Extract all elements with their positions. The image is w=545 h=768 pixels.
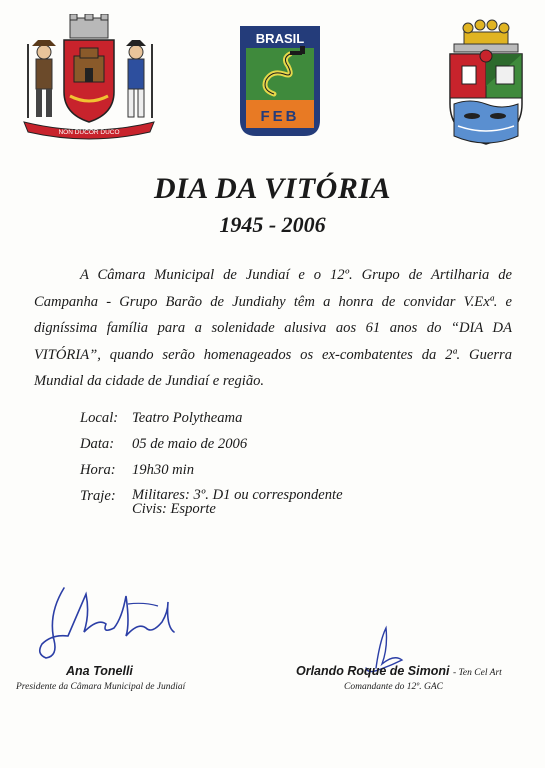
detail-row-time	[80, 462, 500, 488]
signer-right-name-text: Orlando Roque de Simoni	[296, 664, 450, 678]
detail-row-local	[80, 410, 500, 436]
detail-label: Local:	[80, 410, 119, 426]
detail-value: 05 de maio de 2006	[132, 436, 248, 452]
feb-badge-icon	[232, 20, 328, 142]
signer-right-role: Comandante do 12º. GAC	[344, 682, 443, 692]
dress-code-military: Militares: 3º. D1 ou correspondente	[132, 487, 343, 503]
svg-text:BRASIL: BRASIL	[255, 31, 305, 46]
regimental-shield-icon	[444, 16, 528, 148]
signature-left-icon	[28, 574, 188, 662]
detail-label: Data:	[80, 436, 115, 452]
invitation-body-text: A Câmara Municipal de Jundiaí e o 12º. Grupo de Artilharia de Campanha - Grupo Barão de Jundiahy têm a honra de convidar V.Exª. e digníssima família para a solenidade alusiva aos 61 anos do “DIA DA VITÓRIA”, quando serão homenageados os ex-combatentes da 2ª. Guerra Mundial da cidade de Jundiaí e região.	[34, 267, 512, 389]
detail-value: 19h30 min	[132, 462, 195, 478]
signer-right-name	[296, 664, 502, 678]
signer-left-name: Ana Tonelli	[66, 664, 133, 678]
document-title: DIA DA VITÓRIA	[153, 172, 392, 205]
jundiai-coat-of-arms-icon	[14, 14, 164, 140]
svg-text:FEB: FEB	[260, 108, 300, 125]
detail-label: Traje:	[80, 488, 116, 504]
detail-row-dress	[80, 487, 500, 517]
signer-left-role: Presidente da Câmara Municipal de Jundiaí	[16, 682, 186, 692]
detail-label: Hora:	[80, 462, 116, 478]
signer-right-rank: - Ten Cel Art	[452, 668, 502, 678]
dress-code-civil: Civis: Esporte	[132, 501, 216, 517]
document-years: 1945 - 2006	[219, 212, 326, 237]
detail-value: Teatro Polytheama	[132, 410, 243, 426]
svg-text:NON DUCOR DUCO: NON DUCOR DUCO	[58, 129, 120, 136]
event-details	[80, 410, 500, 517]
invitation-body	[34, 262, 512, 395]
detail-row-date	[80, 436, 500, 462]
detail-value	[132, 488, 343, 516]
